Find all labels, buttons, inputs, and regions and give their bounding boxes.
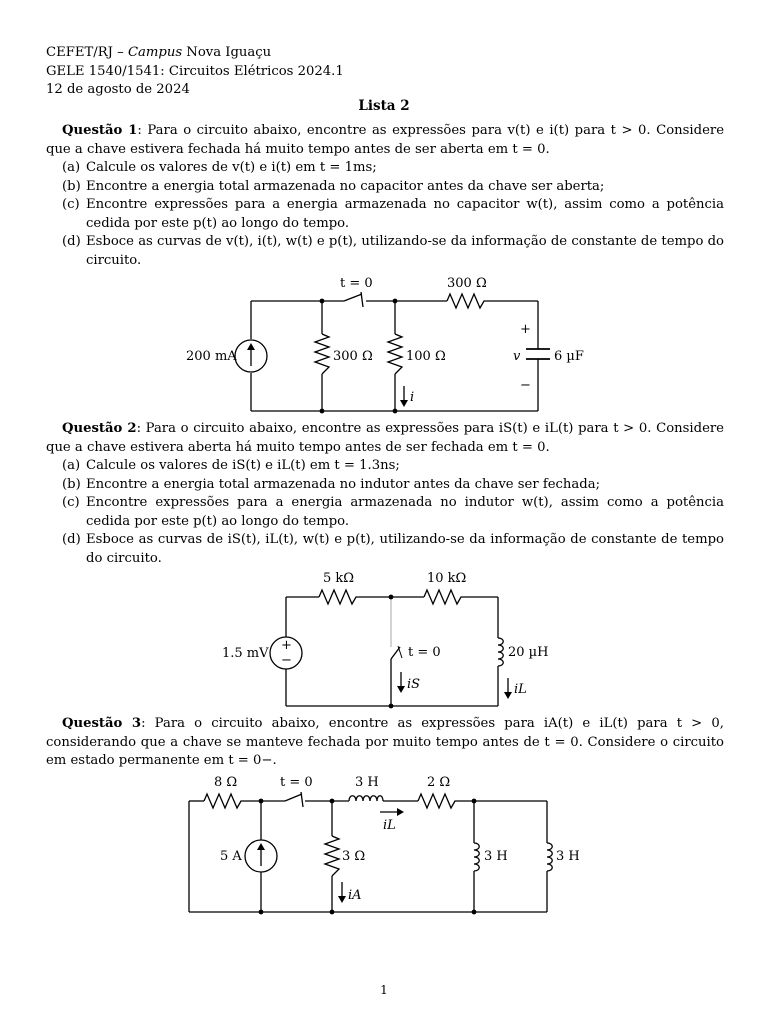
resistor-2-label: 2 Ω [427, 775, 451, 790]
header-line-institution: CEFET/RJ – Campus Nova Iguaçu [46, 45, 272, 60]
question-2-items [46, 457, 724, 568]
is-label: iS [407, 677, 421, 692]
question-2-statement: Questão 2: Para o circuito abaixo, encontre as expressões para iS(t) e iL(t) para t > 0. Considere que a chave estivera aberta há muito tempo antes de ser fechada em t = 0. [46, 421, 724, 455]
source-label: 1.5 mV [222, 646, 269, 661]
list-item: (b) Encontre a energia total armazenada no indutor antes da chave ser fechada; [62, 476, 601, 492]
page-title: Lista 2 [358, 98, 410, 114]
inductor-1-label: 3 H [355, 775, 379, 790]
inductor-3-label: 3 H [556, 849, 580, 864]
resistor-2-label: 10 kΩ [427, 571, 467, 586]
resistor-1-label: 5 kΩ [323, 571, 355, 586]
il-label: iL [514, 682, 527, 697]
ia-label: iA [348, 888, 362, 903]
source-label: 200 mA [186, 349, 237, 364]
inductor-label: 20 µH [508, 645, 549, 660]
series-resistor-label: 300 Ω [447, 276, 487, 291]
switch-label: t = 0 [408, 645, 441, 660]
circuit-3 [0, 772, 768, 918]
question-1-items [46, 159, 724, 270]
resistor-1-label: 8 Ω [214, 775, 238, 790]
list-item: (c) Encontre expressões para a energia armazenada no indutor w(t), assim como a potência cedida por este p(t) ao longo do tempo. [62, 495, 724, 529]
circuit-2 [0, 568, 768, 712]
source-minus: − [281, 653, 292, 668]
source-plus: + [281, 638, 292, 653]
il-label: iL [383, 818, 396, 833]
circuit-2-diagram [0, 568, 768, 712]
circuit-3-diagram [0, 772, 768, 918]
circuit-1 [0, 270, 768, 420]
voltage-label: v [513, 349, 521, 364]
resistor-2-label: 100 Ω [406, 349, 446, 364]
current-label: i [410, 390, 415, 405]
question-2 [46, 420, 724, 568]
list-item: (a) Calcule os valores de v(t) e i(t) em t = 1ms; [62, 160, 377, 175]
header-line-date: 12 de agosto de 2024 [46, 82, 190, 97]
list-item: (c) Encontre expressões para a energia armazenada no capacitor w(t), assim como a potência cedida por este p(t) ao longo do tempo. [62, 197, 724, 231]
capacitor-label: 6 µF [554, 349, 584, 364]
list-item: (b) Encontre a energia total armazenada no capacitor antes da chave ser aberta; [62, 178, 605, 194]
list-item: (d) Esboce as curvas de v(t), i(t), w(t) e p(t), utilizando-se da informação de constante de tempo do circuito. [62, 234, 724, 268]
switch-label: t = 0 [340, 276, 373, 291]
question-3 [46, 715, 724, 771]
list-item: (d) Esboce as curvas de iS(t), iL(t), w(t) e p(t), utilizando-se da informação de constante de tempo do circuito. [62, 532, 724, 566]
minus-sign: − [520, 378, 531, 393]
plus-sign: + [520, 322, 531, 337]
inductor-2-label: 3 H [484, 849, 508, 864]
resistor-1-label: 300 Ω [333, 349, 373, 364]
switch-label: t = 0 [280, 775, 313, 790]
header [46, 44, 344, 100]
circuit-1-diagram [0, 270, 768, 420]
header-line-course: GELE 1540/1541: Circuitos Elétricos 2024.1 [46, 63, 344, 79]
page-number: 1 [380, 983, 388, 997]
resistor-3-label: 3 Ω [342, 849, 366, 864]
source-label: 5 A [220, 849, 242, 864]
question-3-statement: Questão 3: Para o circuito abaixo, encontre as expressões para iA(t) e iL(t) para t > 0, considerando que a chave se manteve fechada por muito tempo antes de t = 0. Considere o circuito em estado permanente em t = 0−. [46, 716, 724, 768]
list-item: (a) Calcule os valores de iS(t) e iL(t) em t = 1.3ns; [62, 458, 400, 473]
question-1-statement: Questão 1: Para o circuito abaixo, encontre as expressões para v(t) e i(t) para t > 0. Considere que a chave estivera fechada há muito tempo antes de ser aberta em t = 0. [46, 123, 724, 157]
question-1 [46, 122, 724, 270]
